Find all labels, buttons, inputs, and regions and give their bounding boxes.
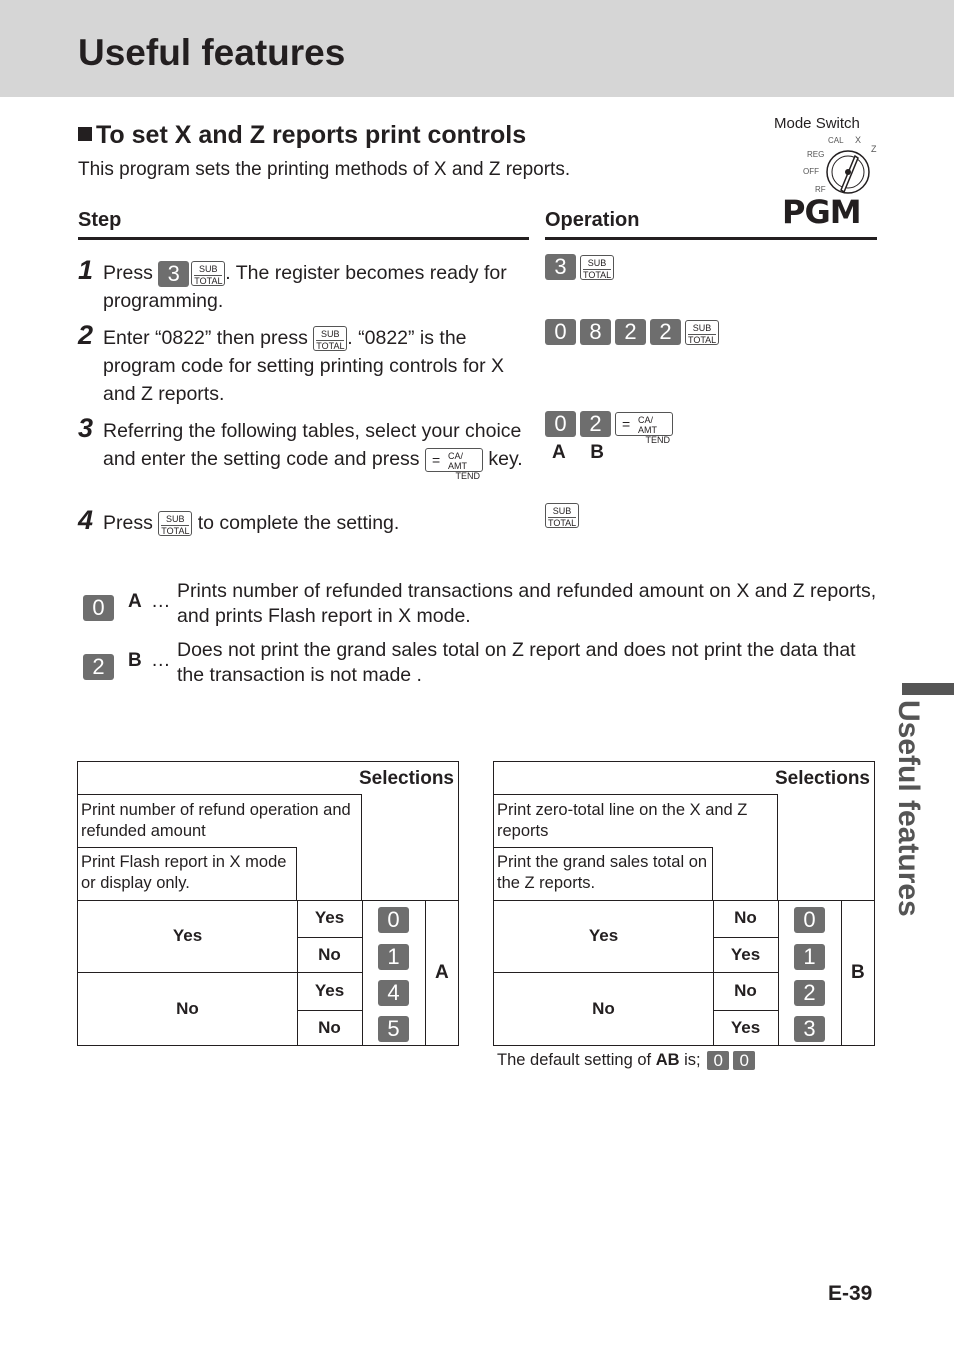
table-row-label: No [176, 999, 199, 1018]
table-description: Print Flash report in X mode or display only. [81, 853, 287, 892]
explanation-b [83, 638, 883, 688]
table-description: Print zero-total line on the X and Z reports [497, 801, 748, 840]
table-row-label: Yes [588, 926, 619, 945]
selections-heading: Selections [358, 768, 454, 789]
selection-table-b [493, 761, 875, 1046]
subtotal-key-icon: SUB TOTAL [191, 261, 225, 286]
mode-switch-label: Mode Switch [774, 115, 860, 132]
table-letter: B [851, 962, 865, 983]
code-badge: 1 [794, 944, 825, 970]
page-number: E-39 [828, 1282, 873, 1305]
mode-pos-z: Z [871, 144, 877, 154]
ellipsis: … [151, 590, 171, 612]
code-badge: 0 [83, 595, 114, 621]
step-text: to complete the setting. [197, 512, 400, 534]
table-description: Print number of refund operation and refunded amount [81, 801, 351, 840]
explanation-a [83, 579, 883, 629]
step-text: Press [103, 512, 153, 534]
ellipsis: … [151, 649, 171, 671]
code-badge: 0 [707, 1051, 729, 1070]
key-2: 2 [615, 319, 646, 345]
table-cell: No [318, 945, 341, 964]
table-cell: No [734, 908, 757, 927]
mode-pos-x: X [855, 135, 862, 145]
step-text: . The register becomes ready for programming. [103, 262, 507, 312]
key-8: 8 [580, 319, 611, 345]
table-row-label: Yes [172, 926, 203, 945]
code-badge: 4 [378, 980, 409, 1006]
operation-3 [545, 411, 673, 445]
step-number: 2 [78, 320, 94, 350]
subtotal-key-icon: SUB TOTAL [580, 255, 614, 280]
key-3: 3 [158, 261, 189, 287]
step-number: 3 [78, 413, 94, 443]
side-tab-label: Useful features [892, 700, 925, 917]
explanation-text: Prints number of refunded transactions and refunded amount on X and Z reports, and prints Flash report in X mode. [177, 580, 877, 627]
key-0: 0 [545, 319, 576, 345]
ca-amt-tend-key-icon: = CA/ AMT TEND [425, 448, 483, 472]
mode-pos-cal: CAL [828, 136, 844, 145]
selection-table-a [77, 761, 459, 1046]
page-title: Useful features [78, 32, 346, 73]
subtotal-key-icon: SUB TOTAL [313, 326, 347, 351]
code-badge: 0 [733, 1051, 755, 1070]
operation-3-letters: A B [552, 442, 605, 463]
default-setting-note [497, 1051, 757, 1070]
operation-2 [545, 319, 719, 345]
section-title [78, 121, 526, 150]
subtotal-key-icon: SUB TOTAL [158, 511, 192, 536]
table-cell: Yes [730, 945, 761, 964]
key-0: 0 [545, 411, 576, 437]
section-title-text: To set X and Z reports print controls [96, 121, 527, 149]
side-tab-bar [902, 683, 954, 695]
table-letter: A [435, 962, 449, 983]
default-note-text: is; [684, 1051, 701, 1069]
key-2: 2 [650, 319, 681, 345]
code-badge: 5 [378, 1016, 409, 1042]
step-number: 1 [78, 255, 94, 285]
step-2 [78, 320, 528, 408]
table-cell: No [318, 1018, 341, 1037]
key-3: 3 [545, 254, 576, 280]
code-badge: 1 [378, 944, 409, 970]
step-text: . “0822” is the program code for setting printing controls for X and Z reports. [103, 327, 505, 405]
step-1 [78, 255, 528, 315]
code-badge: 0 [378, 907, 409, 933]
subtotal-key-icon: SUB TOTAL [545, 503, 579, 528]
explanation-letter: A [128, 591, 142, 612]
operation-column-header: Operation [545, 209, 877, 240]
step-4 [78, 505, 528, 537]
table-cell: Yes [314, 908, 345, 927]
code-badge: 3 [794, 1016, 825, 1042]
explanation-letter: B [128, 650, 142, 671]
step-text: Referring the following tables, select your choice and enter the setting code and press [103, 420, 522, 470]
table-description: Print the grand sales total on the Z reports. [497, 853, 708, 892]
step-text: key. [488, 448, 523, 470]
mode-switch-dial-icon [800, 132, 884, 200]
mode-pos-rf: RF [815, 185, 826, 194]
table-row-label: No [592, 999, 615, 1018]
intro-text: This program sets the printing methods of X and Z reports. [78, 159, 571, 180]
table-cell: Yes [730, 1018, 761, 1037]
mode-pos-off: OFF [803, 167, 819, 176]
table-cell: Yes [314, 981, 345, 1000]
code-badge: 2 [83, 654, 114, 680]
step-text: Enter “0822” then press [103, 327, 308, 349]
mode-pos-reg: REG [807, 150, 825, 159]
operation-4 [545, 503, 579, 528]
operation-1 [545, 254, 614, 280]
key-2: 2 [580, 411, 611, 437]
step-number: 4 [78, 505, 94, 535]
explanation-text: Does not print the grand sales total on Z report and does not print the data that the transaction is not made . [177, 639, 856, 686]
step-3 [78, 413, 528, 481]
selections-heading: Selections [774, 768, 870, 789]
table-cell: No [734, 981, 757, 1000]
default-note-text: The default setting of [497, 1051, 652, 1069]
code-badge: 0 [794, 907, 825, 933]
ca-amt-tend-key-icon: = CA/ AMT TEND [615, 412, 673, 436]
step-column-header: Step [78, 209, 529, 240]
subtotal-key-icon: SUB TOTAL [685, 320, 719, 345]
step-text: Press [103, 262, 153, 284]
square-bullet-icon [78, 127, 92, 141]
default-note-bold: AB [655, 1051, 680, 1069]
mode-pgm-label: PGM [782, 193, 861, 231]
code-badge: 2 [794, 980, 825, 1006]
